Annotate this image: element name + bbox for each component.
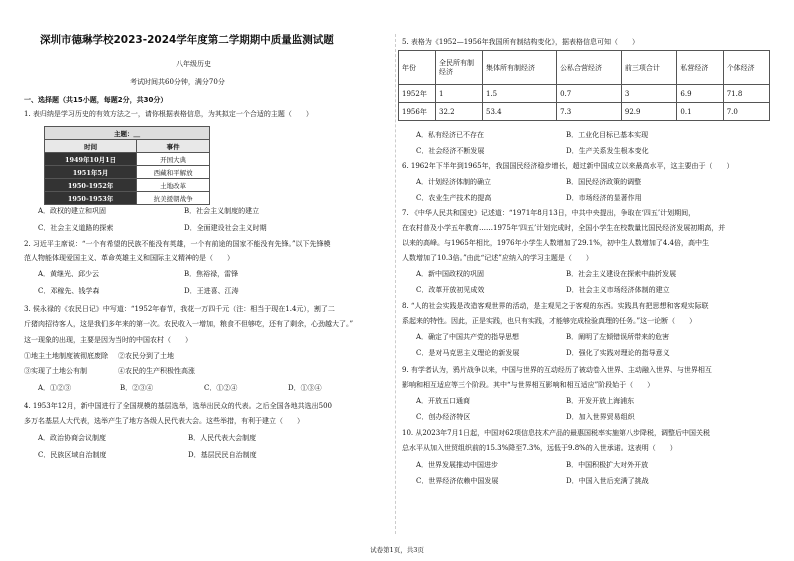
q5-cell: 0.1 — [677, 103, 723, 121]
q5-option-d[interactable]: D．生产关系发生根本变化 — [566, 147, 649, 155]
q3-stem-1: 3. 侯永禄的《农民日记》中写道：“1952年春节，我花一万四千元（注：相当于现在1.4元），割了二 — [24, 305, 335, 313]
q6-option-c[interactable]: C．农业生产技术的提高 — [416, 194, 492, 202]
q5-cell: 3 — [621, 85, 677, 103]
q5-option-b[interactable]: B．工业化目标已基本实现 — [566, 131, 649, 139]
q6-option-b[interactable]: B．国民经济政策的调整 — [566, 178, 642, 186]
q1-cell: 抗美援朝战争 — [137, 192, 210, 205]
q4-option-c[interactable]: C．民族区域自治制度 — [38, 451, 107, 459]
q7-stem-2: 在农村普及小学五年教育……1975年‘四五’计划完成时，全国小学生在校数量比国民经济发展初期高，并 — [402, 224, 726, 232]
q5-cell: 71.8 — [723, 85, 769, 103]
q5-cell: 1.5 — [483, 85, 557, 103]
q1-header-time: 时间 — [45, 140, 137, 153]
q1-cell: 1951年5月 — [45, 166, 137, 179]
q1-option-a[interactable]: A．政权的建立和巩固 — [38, 207, 107, 215]
q9-option-a[interactable]: A．开放五口通商 — [416, 397, 471, 405]
q5-cell: 53.4 — [483, 103, 557, 121]
q4-option-b[interactable]: B．人民代表大会制度 — [188, 434, 257, 442]
column-divider — [395, 34, 396, 534]
q1-cell: 1950-1953年 — [45, 192, 137, 205]
q3-item-3: ③实现了土地公有制 — [24, 367, 87, 375]
q5-header: 私营经济 — [677, 51, 723, 85]
q1-event-table — [44, 126, 210, 205]
q6-option-d[interactable]: D．市场经济的显著作用 — [566, 194, 642, 202]
q9-stem-1: 9. 有学者认为，鸦片战争以来，中国与世界的互动经历了被动卷入世界、主动融入世界、与世界相互 — [402, 366, 712, 374]
q9-option-d[interactable]: D．加入世界贸易组织 — [566, 413, 635, 421]
q8-option-d[interactable]: D．强化了实践对理论的指导意义 — [566, 349, 670, 357]
q5-header: 公私合营经济 — [557, 51, 622, 85]
q5-stem: 5. 表格为《1952—1956年我国所有制结构变化》，据表格信息可知（ ） — [402, 38, 640, 46]
q5-header: 年份 — [399, 51, 436, 85]
q7-option-d[interactable]: D．社会主义市场经济体制的建立 — [566, 286, 670, 294]
q1-table-title: 主题：＿ — [45, 127, 210, 140]
q9-option-c[interactable]: C．创办经济特区 — [416, 413, 471, 421]
q1-option-d[interactable]: D．全面建设社会主义时期 — [184, 224, 267, 232]
q9-option-b[interactable]: B．开发开放上海浦东 — [566, 397, 635, 405]
q1-cell: 开国大典 — [137, 153, 210, 166]
q9-stem-2: 影响和相互适应等三个阶段。其中“与世界相互影响和相互适应”阶段始于（ ） — [402, 381, 655, 389]
q10-option-d[interactable]: D．中国入世后充满了挑战 — [566, 477, 649, 485]
exam-title: 深圳市德琳学校2023-2024学年度第二学期期中质量监测试题 — [40, 34, 334, 46]
q6-stem: 6. 1962年下半年到1965年，我国国民经济稳步增长，超过新中国成立以来最高水平，这主要由于（ ） — [402, 162, 734, 170]
q8-stem-1: 8. “人的社会实践是改造客观世界的活动，是主观见之于客观的东西。实践具有把思想和客观实际联 — [402, 302, 709, 310]
q5-cell: 1 — [436, 85, 483, 103]
q1-header-event: 事件 — [137, 140, 210, 153]
q7-option-b[interactable]: B．社会主义建设在探索中曲折发展 — [566, 270, 677, 278]
q5-header: 集体所有制经济 — [483, 51, 557, 85]
q4-option-a[interactable]: A．政治协商会议制度 — [38, 434, 107, 442]
page-footer: 试卷第1页，共3页 — [370, 546, 424, 554]
q8-option-c[interactable]: C．是对马克思主义理论的新发展 — [416, 349, 520, 357]
q7-stem-4: 人数增加了10.3倍。”由此“记述”应纳入的学习主题是（ ） — [402, 254, 593, 262]
exam-info: 考试时间共60分钟，满分70分 — [130, 78, 225, 86]
q8-option-a[interactable]: A．确定了中国共产党的指导思想 — [416, 333, 520, 341]
q10-stem-2: 总水平从加入世贸组织前的15.3%降至7.3%，远低于9.8%的入世承诺。这表明（ ） — [402, 444, 677, 452]
section-title: 一、选择题（共15小题，每题2分，共30分） — [24, 96, 168, 104]
q8-stem-2: 系起来的特性。因此，正是实践，也只有实践，才能够完成检验真理的任务。”这一论断（ ） — [402, 317, 697, 325]
q3-option-d[interactable]: D．①③④ — [288, 384, 322, 392]
q2-option-d[interactable]: D．王进喜、江涛 — [184, 287, 239, 295]
q10-option-a[interactable]: A．世界发展推动中国进步 — [416, 461, 499, 469]
q5-cell: 32.2 — [436, 103, 483, 121]
q5-cell: 6.9 — [677, 85, 723, 103]
q3-stem-2: 斤猪肉招待客人，这是我们多年来的第一次。农民收入一增加，粮食不但够吃，还有了剩余，心劲越大了。” — [24, 320, 354, 328]
q7-stem-1: 7. 《中华人民共和国史》记述道：“1971年8月13日，中共中央提出，争取在‘四五’计划期间， — [402, 209, 696, 217]
q5-cell: 1956年 — [399, 103, 436, 121]
exam-subtitle: 八年级历史 — [176, 60, 211, 68]
q10-option-b[interactable]: B．中国积极扩大对外开放 — [566, 461, 649, 469]
q3-option-a[interactable]: A．①②③ — [38, 384, 72, 392]
q1-option-c[interactable]: C．社会主义道路的探索 — [38, 224, 114, 232]
q1-cell: 西藏和平解放 — [137, 166, 210, 179]
q5-cell: 7.0 — [723, 103, 769, 121]
q3-item-4: ④农民的生产积极性高涨 — [118, 367, 195, 375]
q5-ownership-table — [398, 50, 770, 121]
q5-header: 前三项合计 — [621, 51, 677, 85]
q7-stem-3: 以来的高峰。与1965年相比，1976年小学生人数增加了29.1%，初中生人数增加了4.4倍，高中生 — [402, 239, 709, 247]
q3-option-c[interactable]: C．①②④ — [204, 384, 238, 392]
q5-option-c[interactable]: C．社会经济不断发展 — [416, 147, 485, 155]
q1-cell: 土地改革 — [137, 179, 210, 192]
q1-option-b[interactable]: B．社会主义制度的建立 — [184, 207, 260, 215]
q2-option-c[interactable]: C．邓稼先、钱学森 — [38, 287, 100, 295]
q5-header: 全民所有制经济 — [436, 51, 483, 85]
q2-stem-1: 2. 习近平主席说：“一个有希望的民族不能没有英雄，一个有前途的国家不能没有先锋。”以下先锋模 — [24, 240, 331, 248]
q3-item-1: ①地主土地制度被彻底废除 — [24, 352, 108, 360]
q1-cell: 1949年10月1日 — [45, 153, 137, 166]
q3-option-b[interactable]: B．②③④ — [120, 384, 154, 392]
q7-option-c[interactable]: C．改革开放初见成效 — [416, 286, 485, 294]
q10-option-c[interactable]: C．世界经济依赖中国发展 — [416, 477, 499, 485]
q2-option-a[interactable]: A．黄继光、邱少云 — [38, 270, 100, 278]
q6-option-a[interactable]: A．计划经济体制的确立 — [416, 178, 492, 186]
q5-cell: 92.9 — [621, 103, 677, 121]
q4-stem-1: 4. 1953年12月，新中国进行了全国规模的基层选举，选举出民众的代表。之后全国各地共选出500 — [24, 402, 332, 410]
q2-stem-2: 范人物能体现爱国主义、革命英雄主义和国际主义精神的是（ ） — [24, 254, 234, 262]
q3-item-2: ②农民分到了土地 — [118, 352, 174, 360]
q5-header: 个体经济 — [723, 51, 769, 85]
q4-stem-2: 多万名基层人大代表，选举产生了地方各级人民代表大会。这些举措，有利于建立（ ） — [24, 417, 304, 425]
q1-cell: 1950-1952年 — [45, 179, 137, 192]
q10-stem-1: 10. 从2023年7月1日起，中国对62项信息技术产品的最惠国税率实施第八步降税，调整后中国关税 — [402, 429, 710, 437]
q3-stem-3: 这一现象的出现，主要是因为当时的中国农村（ ） — [24, 336, 192, 344]
q5-cell: 0.7 — [557, 85, 622, 103]
q5-cell: 1952年 — [399, 85, 436, 103]
q4-option-d[interactable]: D．基层民民自治制度 — [188, 451, 257, 459]
q7-option-a[interactable]: A．新中国政权的巩固 — [416, 270, 485, 278]
q5-cell: 7.3 — [557, 103, 622, 121]
q5-option-a[interactable]: A．私有经济已不存在 — [416, 131, 485, 139]
q1-stem: 1. 表归纳是学习历史的有效方法之一，请你根据表格信息，为其拟定一个合适的主题（ ） — [24, 110, 313, 118]
q2-option-b[interactable]: B．焦裕禄，雷锋 — [184, 270, 239, 278]
q8-option-b[interactable]: B．阐明了左倾错误所带来的危害 — [566, 333, 670, 341]
